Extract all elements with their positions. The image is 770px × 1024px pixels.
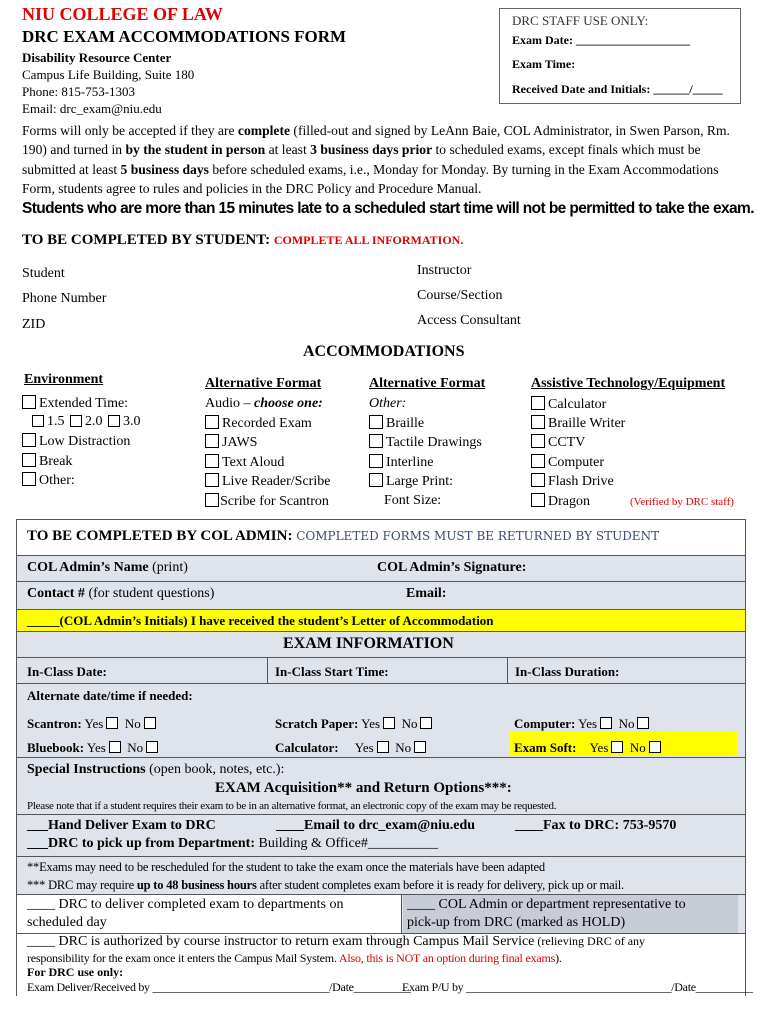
- intro-text: (filled-out and signed by LeAnn Baie, COL Administrator, in Swen Parson, Rm. 190) and turned in: [22, 123, 730, 158]
- admin-name-field[interactable]: [27, 560, 188, 576]
- field-course[interactable]: Course/Section: [417, 288, 503, 303]
- admin-heading: [27, 528, 659, 545]
- yes-label: Yes: [84, 716, 104, 731]
- divider: [17, 856, 745, 857]
- checkbox-icon[interactable]: [22, 472, 36, 486]
- intro-5-days: 5 business days: [120, 161, 209, 177]
- checkbox-icon[interactable]: [22, 453, 36, 467]
- special-label: Special Instructions: [27, 762, 146, 777]
- option-label: Tactile Drawings: [386, 435, 482, 450]
- intro-text: at least: [265, 142, 311, 158]
- yes-label: Yes: [589, 740, 609, 755]
- in-class-row: [17, 658, 745, 684]
- staff-use-box: [499, 8, 741, 104]
- checkbox-icon[interactable]: [531, 396, 545, 410]
- intro-text: Forms will only be accepted if they are: [22, 123, 238, 138]
- no-label: No: [127, 740, 144, 755]
- rep-option-cell[interactable]: [403, 895, 738, 933]
- yes-label: Yes: [361, 716, 381, 731]
- time-1-5: 1.5: [47, 414, 65, 429]
- option-tactile[interactable]: [369, 434, 482, 451]
- environment-heading: Environment: [24, 372, 104, 387]
- staff-exam-date[interactable]: Exam Date: ___________________: [512, 33, 690, 47]
- yes-label: Yes: [578, 716, 598, 731]
- checkbox-icon[interactable]: [205, 415, 219, 429]
- campus-mail-note: [27, 951, 562, 966]
- extended-time-options: [32, 414, 141, 430]
- intro-in-person: by the student in person: [125, 142, 266, 158]
- note-text: *** DRC may require: [27, 878, 137, 892]
- deliver-option-line1: ____ DRC to deliver completed exam to departments on: [27, 897, 344, 912]
- checkbox-icon[interactable]: [146, 741, 158, 753]
- student-heading: TO BE COMPLETED BY STUDENT:: [22, 232, 271, 248]
- checkbox-icon[interactable]: [70, 415, 82, 427]
- yes-label: Yes: [86, 740, 106, 755]
- intro-3-days: 3 business days prior: [310, 142, 433, 158]
- accommodations-title: ACCOMMODATIONS: [303, 343, 465, 360]
- option-label: Text Aloud: [222, 455, 285, 470]
- admin-section: [16, 519, 753, 996]
- exam-soft-label: Exam Soft:: [514, 740, 577, 755]
- option-label: Braille Writer: [548, 416, 626, 431]
- deliver-option-cell[interactable]: [17, 895, 402, 933]
- form-title: DRC EXAM ACCOMMODATIONS FORM: [22, 27, 347, 46]
- option-label: CCTV: [548, 435, 586, 450]
- checkbox-icon[interactable]: [531, 415, 545, 429]
- no-label: No: [629, 740, 646, 755]
- font-size-label[interactable]: Font Size:: [384, 493, 442, 508]
- checkbox-icon[interactable]: [531, 473, 545, 487]
- exam-delivered-received[interactable]: Exam Deliver/Received by _______________________________/Date__________: [27, 980, 411, 994]
- campus-text: ____ DRC is authorized by course instructor to return exam through Campus Mail Service: [27, 934, 535, 949]
- checkbox-icon[interactable]: [205, 493, 219, 507]
- bluebook-field: [27, 740, 158, 756]
- option-break[interactable]: [22, 453, 72, 470]
- initials-row: [17, 610, 745, 632]
- deliver-option-line2: scheduled day: [27, 915, 107, 930]
- checkbox-icon[interactable]: [531, 434, 545, 448]
- option-label: Scribe for Scantron: [220, 494, 329, 509]
- field-student[interactable]: Student: [22, 266, 65, 281]
- field-instructor[interactable]: Instructor: [417, 263, 472, 278]
- divider: [17, 814, 745, 815]
- no-label: No: [618, 716, 635, 731]
- alt-format-audio-heading: Alternative Format: [205, 376, 322, 391]
- checkbox-icon[interactable]: [109, 741, 121, 753]
- field-consultant[interactable]: Access Consultant: [417, 313, 521, 328]
- checkbox-icon[interactable]: [637, 717, 649, 729]
- option-fax-drc[interactable]: ____Fax to DRC: 753-9570: [515, 818, 677, 833]
- admin-email-field[interactable]: Email:: [406, 586, 447, 601]
- intro-text: to scheduled exams, except finals which must be submitted at least: [22, 142, 701, 177]
- checkbox-icon[interactable]: [369, 434, 383, 448]
- option-jaws[interactable]: [205, 434, 257, 451]
- checkbox-icon[interactable]: [144, 717, 156, 729]
- intro-paragraph: [22, 121, 750, 199]
- exam-soft-field: [514, 740, 661, 756]
- drc-use-only: For DRC use only:: [27, 965, 124, 979]
- option-braille[interactable]: [369, 415, 424, 432]
- scantron-label: Scantron:: [27, 716, 82, 731]
- scratch-label: Scratch Paper:: [275, 716, 359, 731]
- no-label: No: [395, 740, 412, 755]
- staff-exam-time[interactable]: Exam Time:: [512, 57, 576, 71]
- admin-heading-text: TO BE COMPLETED BY COL ADMIN:: [27, 528, 293, 544]
- acquisition-note: Please note that if a student requires their exam to be in an alternative format, an electronic copy of the exam may be requested.: [27, 800, 557, 812]
- campus-final-note: Also, this is NOT an option during final exams: [338, 951, 556, 965]
- computer-field: [514, 716, 649, 732]
- option-scribe-scantron[interactable]: [205, 493, 329, 510]
- yes-label: Yes: [354, 740, 374, 755]
- time-3-0: 3.0: [123, 414, 141, 429]
- option-pickup[interactable]: [27, 836, 438, 852]
- checkbox-icon[interactable]: [32, 415, 44, 427]
- other-subheading: Other:: [369, 396, 407, 411]
- admin-name-note: (print): [148, 560, 188, 575]
- rep-option-line1: ____ COL Admin or department representative to: [407, 897, 686, 912]
- no-label: No: [401, 716, 418, 731]
- option-recorded-exam[interactable]: [205, 415, 312, 432]
- audio-subheading: [205, 396, 323, 412]
- option-label: Large Print:: [386, 474, 454, 489]
- admin-heading-row: [17, 520, 745, 556]
- campus-text: responsibility for the exam once it enters the Campus Mail System.: [27, 951, 339, 965]
- intro-text: before scheduled exams, i.e., Monday for Monday. By turning in the Exam Accommodations Form, students agree to rules and policies in the DRC Policy and Procedure Manual.: [22, 161, 719, 197]
- admin-signature-field[interactable]: COL Admin’s Signature:: [377, 560, 527, 575]
- option-flash-drive[interactable]: [531, 473, 614, 490]
- center-name: Disability Resource Center: [22, 50, 172, 65]
- staff-box-title: DRC STAFF USE ONLY:: [512, 13, 649, 28]
- admin-contact-label: Contact #: [27, 586, 85, 601]
- checkbox-icon[interactable]: [205, 473, 219, 487]
- checkbox-icon[interactable]: [22, 433, 36, 447]
- checkbox-icon[interactable]: [377, 741, 389, 753]
- special-note: (open book, notes, etc.):: [145, 762, 285, 777]
- divider: [507, 658, 508, 684]
- acquisition-title: EXAM Acquisition** and Return Options***:: [215, 780, 512, 796]
- admin-contact-note: (for student questions): [84, 586, 215, 601]
- campus-text: ).: [555, 951, 562, 965]
- divider: [17, 757, 745, 758]
- rep-option-line2: pick-up from DRC (marked as HOLD): [407, 915, 626, 930]
- option-label: Break: [39, 454, 73, 469]
- verified-note: (Verified by DRC staff): [630, 496, 734, 508]
- student-section-heading: [22, 232, 463, 249]
- alt-format-other-heading: Alternative Format: [369, 376, 486, 391]
- checkbox-icon[interactable]: [369, 454, 383, 468]
- building-address: Campus Life Building, Suite 180: [22, 67, 195, 82]
- late-warning: Students who are more than 15 minutes late to a scheduled start time will not be permitted to take the exam.: [22, 200, 754, 217]
- college-name: NIU COLLEGE OF LAW: [22, 4, 223, 24]
- checkbox-icon[interactable]: [22, 395, 36, 409]
- alternate-date[interactable]: Alternate date/time if needed:: [27, 688, 193, 703]
- choose-one-label: choose one:: [254, 396, 323, 411]
- option-calculator[interactable]: [531, 396, 606, 413]
- field-phone[interactable]: Phone Number: [22, 291, 107, 306]
- checkbox-icon[interactable]: [420, 717, 432, 729]
- checkbox-icon[interactable]: [205, 434, 219, 448]
- checkbox-icon[interactable]: [414, 741, 426, 753]
- field-zid[interactable]: ZID: [22, 317, 46, 332]
- pickup-label: ___DRC to pick up from Department:: [27, 836, 255, 851]
- campus-mail-cell: [17, 934, 753, 996]
- admin-initials-text[interactable]: _____(COL Admin’s Initials) I have received the student’s Letter of Accommodation: [27, 613, 494, 628]
- exam-info-row: [17, 632, 745, 658]
- option-extended-time[interactable]: [22, 395, 128, 412]
- admin-name-row: [17, 556, 745, 582]
- option-text-aloud[interactable]: [205, 454, 284, 471]
- option-label: Other:: [39, 473, 75, 488]
- admin-contact-field[interactable]: [27, 586, 214, 602]
- campus-mail-option[interactable]: [27, 934, 645, 950]
- scratch-field: [275, 716, 432, 732]
- checkbox-icon[interactable]: [600, 717, 612, 729]
- option-cctv[interactable]: [531, 434, 585, 451]
- option-label: Computer: [548, 455, 604, 470]
- option-label: Braille: [386, 416, 425, 431]
- checkbox-icon[interactable]: [106, 717, 118, 729]
- checkbox-icon[interactable]: [611, 741, 623, 753]
- option-label: Dragon: [548, 494, 590, 509]
- option-live-reader[interactable]: [205, 473, 330, 490]
- option-hand-deliver[interactable]: ___Hand Deliver Exam to DRC: [27, 818, 216, 833]
- note-text: after student completes exam before it is ready for delivery, pick up or mail.: [256, 878, 624, 892]
- option-email-drc[interactable]: ____Email to drc_exam@niu.edu: [276, 818, 476, 833]
- computer-label: Computer:: [514, 716, 576, 731]
- delivery-time-note: [27, 878, 624, 893]
- email-text: Email: drc_exam@niu.edu: [22, 101, 162, 116]
- phone-text: Phone: 815-753-1303: [22, 84, 136, 99]
- time-2-0: 2.0: [85, 414, 103, 429]
- option-label: Live Reader/Scribe: [222, 474, 331, 489]
- checkbox-icon[interactable]: [531, 493, 545, 507]
- scantron-field: [27, 716, 156, 732]
- pickup-note: Building & Office#__________: [255, 836, 438, 851]
- admin-contact-row: [17, 582, 745, 610]
- divider: [267, 658, 268, 684]
- admin-heading-note: COMPLETED FORMS MUST BE RETURNED BY STUDENT: [296, 529, 660, 543]
- checkbox-icon[interactable]: [205, 454, 219, 468]
- admin-name-label: COL Admin’s Name: [27, 560, 149, 575]
- calculator-label: Calculator:: [275, 740, 339, 755]
- no-label: No: [124, 716, 141, 731]
- in-class-start[interactable]: In-Class Start Time:: [275, 664, 389, 679]
- option-low-distraction[interactable]: [22, 433, 130, 450]
- option-label: Low Distraction: [39, 434, 131, 449]
- bluebook-label: Bluebook:: [27, 740, 85, 755]
- option-label: Extended Time:: [39, 396, 129, 411]
- assistive-heading: Assistive Technology/Equipment: [531, 376, 726, 391]
- option-computer[interactable]: [531, 454, 604, 471]
- checkbox-icon[interactable]: [531, 454, 545, 468]
- option-interline[interactable]: [369, 454, 433, 471]
- calculator-field: [275, 740, 426, 756]
- intro-complete: complete: [237, 123, 291, 138]
- option-label: Calculator: [548, 397, 607, 412]
- option-label: JAWS: [222, 435, 258, 450]
- option-dragon[interactable]: [531, 493, 590, 510]
- reschedule-note: **Exams may need to be rescheduled for the student to take the exam once the materials have been adapted: [27, 860, 545, 874]
- audio-label: Audio –: [205, 396, 254, 411]
- note-48-hours: up to 48 business hours: [136, 878, 257, 892]
- special-instructions[interactable]: [27, 762, 284, 778]
- option-label: Flash Drive: [548, 474, 614, 489]
- option-label: Recorded Exam: [222, 416, 312, 431]
- checkbox-icon[interactable]: [383, 717, 395, 729]
- option-other[interactable]: [22, 472, 75, 489]
- checkbox-icon[interactable]: [369, 473, 383, 487]
- staff-received[interactable]: Received Date and Initials: ______/_____: [512, 82, 723, 96]
- option-large-print[interactable]: [369, 473, 453, 490]
- in-class-date[interactable]: In-Class Date:: [27, 664, 107, 679]
- checkbox-icon[interactable]: [369, 415, 383, 429]
- checkbox-icon[interactable]: [649, 741, 661, 753]
- campus-note: (relieving DRC of any: [534, 934, 646, 948]
- checkbox-icon[interactable]: [108, 415, 120, 427]
- option-braille-writer[interactable]: [531, 415, 625, 432]
- student-heading-note: COMPLETE ALL INFORMATION.: [273, 233, 464, 247]
- exam-pickup[interactable]: Exam P/U by ____________________________________/Date__________: [402, 980, 753, 994]
- exam-info-title: EXAM INFORMATION: [283, 635, 454, 652]
- in-class-duration[interactable]: In-Class Duration:: [515, 664, 620, 679]
- option-label: Interline: [386, 455, 434, 470]
